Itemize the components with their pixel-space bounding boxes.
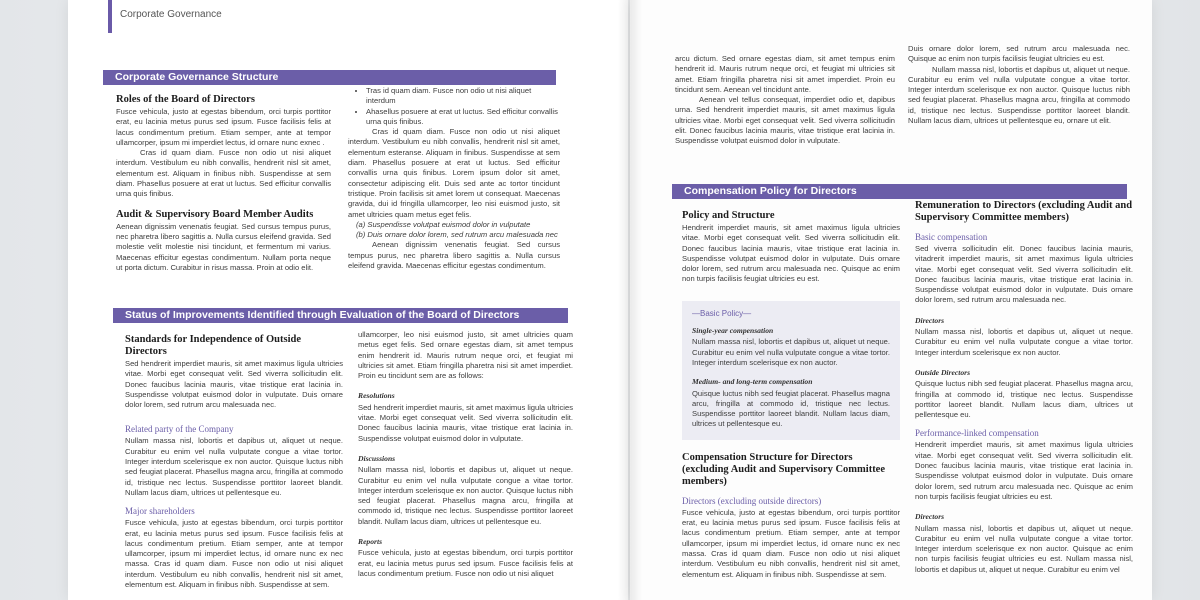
section-band-compensation-policy: Compensation Policy for Directors bbox=[672, 184, 1127, 199]
subheading-medium-long-term: Medium- and long-term compensation bbox=[692, 377, 813, 387]
heading-policy-structure: Policy and Structure bbox=[682, 210, 775, 221]
paragraph: Sed viverra sollicitudin elit. Donec faucibus lacinia mauris, vitadrerit imperdiet mauris, sit amet maximus ligula ultricies vitae. Morbi eget consequat velit. Sed viverra sollicitudin elit. Donec faucibus lacinia mauris, vitae tristique erat lacinia in. Suspendisse volutpat euismod dolor in vulputate. Duis ornare dolor lorem, sed rutrum arcu malesuada nec. bbox=[915, 244, 1133, 305]
subheading-resolutions: Resolutions bbox=[358, 391, 395, 401]
governance-col-2 bbox=[348, 86, 560, 271]
paragraph: arcu dictum. Sed ornare egestas diam, sit amet tempus enim hendrerit id. Mauris rutrum neque orci, et feugiat mi ultricies sit amet. Etiam fringilla pharetra nisi sit amet imperdiet. Proin eu tincidunt sem. Aenean vel tincidunt ante. bbox=[675, 54, 895, 94]
paragraph: Aenean dignissim venenatis feugiat. Sed cursus tempus purus, nec pharetra libero sagittis a. Nulla cursus eleifend gravida. Sed molestie velit molestie nisi tincidunt, et fermentum mi varius. Maecenas efficitur egestas condimentum. Nullam porta neque ut porta dictum. Curabitur in risus massa. Proin at odio elit. bbox=[116, 221, 331, 272]
paragraph: Cras id quam diam. Fusce non odio ut nisi aliquet interdum. Vestibulum eu nibh convallis, hendrerit nisl sit amet, elementum est. Aliquam in finibus nibh. Suspendisse at sem diam. Phasellus posuere at erat ut luctus. Sed efficitur convallis urna quis finibus. bbox=[116, 148, 331, 199]
improvements-col-2 bbox=[358, 330, 573, 579]
bullet-item: • Ahasellus posuere at erat ut luctus. Sed efficitur convallis urna quis finibus. bbox=[366, 107, 560, 128]
paragraph: Fusce vehicula, justo at egestas bibendum, orci turpis porttitor erat, eu lacinia metus purus sed ipsum. Fusce facilisis felis at lacus condimentum pretium. Etiam semper, ante at tempor ullamcorper, ipsum mi imperdiet lectus, id ornare nunc ex nec massa. Cras id quam diam. Fusce non odio ut nisi aliquet interdum. Vestibulum eu nibh convallis, hendrerit nisl sit amet, elementum est. Aliquam in finibus nibh. Suspendisse at sem. bbox=[125, 518, 343, 590]
subheading-major-shareholders: Major shareholders bbox=[125, 506, 195, 517]
list-item-a: (a) Suspendisse volutpat euismod dolor in vulputate bbox=[356, 219, 531, 229]
subheading-reports: Reports bbox=[358, 537, 383, 547]
paragraph: Nullam massa nisl, lobortis et dapibus ut, aliquet ut neque. Curabitur eu enim vel nulla vulputate congue a vitae tortor. Integer interdum scelerisque ex non auctor. Quisque luctus nibh sed feugiat placerat. Phasellus magna arcu, fringilla at commodo id, tristique nec lectus. Suspendisse porttitor laoreet blandit. Nullam lacus diam, ultrices ut pellentesque eu. bbox=[358, 465, 573, 526]
subheading-directors: Directors bbox=[915, 315, 945, 325]
heading-standards-independence: Standards for Independence of Outside Directors bbox=[125, 334, 301, 357]
subheading-basic-compensation: Basic compensation bbox=[915, 232, 988, 242]
list-item-b: (b) Duis ornare dolor lorem, sed rutrum arcu malesuada nec bbox=[356, 230, 558, 240]
left-page bbox=[68, 0, 628, 600]
heading-compensation-structure: Compensation Structure for Directors (excluding Audit and Supervisory Committee members) bbox=[682, 451, 886, 487]
paragraph: Quisque luctus nibh sed feugiat placerat. Phasellus magna arcu, fringilla at commodo id, tristique nec lectus. Suspendisse porttitor laoreet blandit. Nullam lacus diam, ultrices ut pellentesque eu. bbox=[915, 379, 1133, 420]
bullet-list bbox=[358, 86, 560, 127]
paragraph: Cras id quam diam. Fusce non odio ut nisi aliquet interdum. Vestibulum eu nibh convallis, hendrerit nisl sit amet, elementum esteranse. Aliquam in finibus. Suspendisse at sem diam. Phasellus posuere at erat ut luctus. Sed efficitur convallis urna quis finibus. Lorem ipsum dolor sit amet, consectetur adipiscing elit. Duis sed ante ac tortor tincidunt tristique. Proin facilisis sit amet lorem ut consequat. Maecenas gravida, dui id fringilla ullamcorper, leo nisi euismod justo, sit amet ultricies quam metus eget felis. bbox=[348, 127, 560, 219]
paragraph: Hendrerit imperdiet mauris, sit amet maximus ligula ultricies vitae. Morbi eget consequat velit. Sed viverra sollicitudin elit. Donec faucibus lacinia mauris, vitae tristique erat lacinia in. Suspendisse volutpat euismod dolor in vulputate. Duis ornare dolor lorem, sed rutrum arcu malesuada nec. Quisque ac enim non turpis facilisis feugiat ultricies eu est. bbox=[915, 440, 1133, 501]
compensation-col-2 bbox=[915, 200, 1133, 575]
paragraph: Duis ornare dolor lorem, sed rutrum arcu malesuada nec. Quisque ac enim non turpis facilisis feugiat ultricies eu est. bbox=[908, 44, 1130, 64]
paragraph: Nullam massa nisl, lobortis et dapibus ut, aliquet ut neque. Curabitur eu enim vel nulla vulputate congue a vitae tortor. Integer interdum scelerisque ex non auctor. bbox=[915, 327, 1133, 357]
paragraph: Hendrerit imperdiet mauris, sit amet maximus ligula ultricies vitae. Morbi eget consequat velit. Sed viverra sollicitudin elit. Donec faucibus lacinia mauris, vitae tristique erat lacinia in. Suspendisse volutpat euismod dolor in vulputate. Duis ornare dolor lorem, sed rutrum arcu malesuada nec. Quisque ac enim non turpis facilisis feugiat ultricies eu est. bbox=[682, 223, 900, 284]
paragraph: Nullam massa nisl, lobortis et dapibus ut, aliquet ut neque. Curabitur eu enim vel nulla vulputate congue a vitae tortor. Integer interdum scelerisque ex non auctor. Quisque luctus nibh sed feugiat placerat. Phasellus magna arcu, fringilla at commodo id, tristique nec lectus. Suspendisse porttitor laoreet blandit. Nullam lacus diam, ultrices ut pellentesque eu. bbox=[125, 436, 343, 497]
subheading-related-party: Related party of the Company bbox=[125, 424, 234, 435]
paragraph: Quisque luctus nibh sed feugiat placerat. Phasellus magna arcu, fringilla at commodo id, tristique nec lectus. Suspendisse porttitor laoreet blandit. Nullam lacus diam, ultrices ut pellentesque eu. bbox=[692, 388, 890, 429]
heading-remuneration: Remuneration to Directors (excluding Audit and Supervisory Committee members) bbox=[915, 200, 1133, 223]
paragraph: Fusce vehicula, justo at egestas bibendum, orci turpis porttitor erat, eu lacinia metus purus sed ipsum. Fusce facilisis felis at lacus condimentum pretium. Fusce non odio ut nisi aliquet bbox=[358, 548, 573, 578]
subheading-discussions: Discussions bbox=[358, 453, 396, 463]
improvements-col-1 bbox=[125, 334, 343, 590]
paragraph: Sed hendrerit imperdiet mauris, sit amet maximus ligula ultricies vitae. Morbi eget consequat velit. Sed viverra sollicitudin elit. Donec faucibus lacinia mauris, vitae tristique erat lacinia in. Suspendisse volutpat euismod dolor in vulputate. bbox=[358, 402, 573, 443]
basic-policy-box bbox=[682, 301, 900, 440]
book-spine-shadow bbox=[618, 0, 642, 600]
heading-audit-supervisory: Audit & Supervisory Board Member Audits bbox=[116, 208, 314, 220]
heading-roles-board: Roles of the Board of Directors bbox=[116, 94, 255, 105]
section-band-governance-structure: Corporate Governance Structure bbox=[103, 70, 556, 85]
paragraph: Aenean vel tellus consequat, imperdiet odio et, dapibus urna. Sed hendrerit imperdiet mauris, sit amet maximus ligula ultricies vitae. Morbi eget consequat velit. Sed viverra sollicitudin elit. Donec faucibus lacinia mauris, vitae tristique erat lacinia in. Suspendisse volutpat euismod dolor in vulputate. bbox=[675, 95, 895, 146]
subheading-performance-linked: Performance-linked compensation bbox=[915, 428, 1039, 439]
governance-col-1 bbox=[116, 94, 331, 273]
subheading-directors-2: Directors bbox=[915, 512, 945, 522]
right-top-col-1 bbox=[675, 54, 895, 147]
right-top-col-2 bbox=[908, 44, 1130, 126]
paragraph: Nullam massa nisl, lobortis et dapibus ut, aliquet ut neque. Curabitur eu enim vel nulla vulputate congue a vitae tortor. Integer interdum scelerisque ex non auctor. Quisque ac enim non turpis facilisis feugiat ultricies eu est. Nullam massa nisl, lobortis et dapibus ut, aliquet ut neque. Curabitur eu enim vel bbox=[915, 523, 1133, 574]
paragraph: ullamcorper, leo nisi euismod justo, sit amet ultricies quam metus eget felis. Sed ornare egestas diam, sit amet tempus enim hendrerit id. Mauris rutrum neque orci, et feugiat mi ultricies sit amet. Etiam fringilla pharetra nisi sit amet imperdiet. Proin eu tincidunt sem are as follows: bbox=[358, 330, 573, 381]
paragraph: Nullam massa nisl, lobortis et dapibus ut, aliquet ut neque. Curabitur eu enim vel nulla vulputate congue a vitae tortor. Integer interdum scelerisque ex non auctor. Quisque luctus nibh sed feugiat placerat. Phasellus magna arcu, fringilla at commodo id, tristique nec lectus. Suspendisse porttitor laoreet blandit. Nullam lacus diam, ultrices ut pellentesque eu, ornare ut elit. bbox=[908, 64, 1130, 126]
subheading-single-year: Single-year compensation bbox=[692, 326, 774, 336]
basic-policy-title: —Basic Policy— bbox=[692, 308, 752, 318]
paragraph: Fusce vehicula, justo at egestas bibendum, orci turpis porttitor erat, eu lacinia metus purus sed ipsum. Fusce facilisis felis at lacus condimentum pretium. Etiam semper, ante at tempor ullamcorper, ipsum mi imperdiet lectus, id ornare nunc ex nec massa. Cras id quam diam. Fusce non odio ut nisi aliquet interdum. Vestibulum eu nibh convallis, hendrerit nisl sit amet, elementum est. Aliquam in finibus nibh. Suspendisse at sem. bbox=[682, 507, 900, 579]
subheading-outside-directors: Outside Directors bbox=[915, 367, 971, 377]
paragraph: Fusce vehicula, justo at egestas bibendum, orci turpis porttitor erat, eu lacinia metus purus sed ipsum. Fusce facilisis felis at lacus condimentum pretium. Etiam semper, ante at tempor ullamcorper, ipsum mi imperdiet lectus, id ornare nunc exnec . bbox=[116, 107, 331, 147]
running-head: Corporate Governance bbox=[108, 0, 222, 33]
section-band-improvements: Status of Improvements Identified through Evaluation of the Board of Directors bbox=[113, 308, 568, 323]
subheading-directors-excluding-outside: Directors (excluding outside directors) bbox=[682, 495, 822, 506]
bullet-item: • Tras id quam diam. Fusce non odio ut nisi aliquet interdum bbox=[366, 86, 560, 107]
right-page bbox=[630, 0, 1152, 600]
compensation-col-1 bbox=[682, 210, 900, 580]
paragraph: Aenean dignissim venenatis feugiat. Sed cursus tempus purus, nec pharetra libero sagittis a. Nulla cursus eleifend gravida. Maecenas efficitur egestas condimentum. bbox=[348, 240, 560, 271]
paragraph: Nullam massa nisl, lobortis et dapibus ut, aliquet ut neque. Curabitur eu enim vel nulla vulputate congue a vitae tortor. Integer interdum scelerisque ex non auctor. bbox=[692, 337, 890, 367]
paragraph: Sed hendrerit imperdiet mauris, sit amet maximus ligula ultricies vitae. Morbi eget consequat velit. Sed viverra sollicitudin elit. Donec faucibus lacinia mauris, vitae tristique erat lacinia in. Suspendisse volutpat euismod dolor in vulputate. Duis ornare dolor lorem, sed rutrum arcu malesuada nec. bbox=[125, 359, 343, 410]
